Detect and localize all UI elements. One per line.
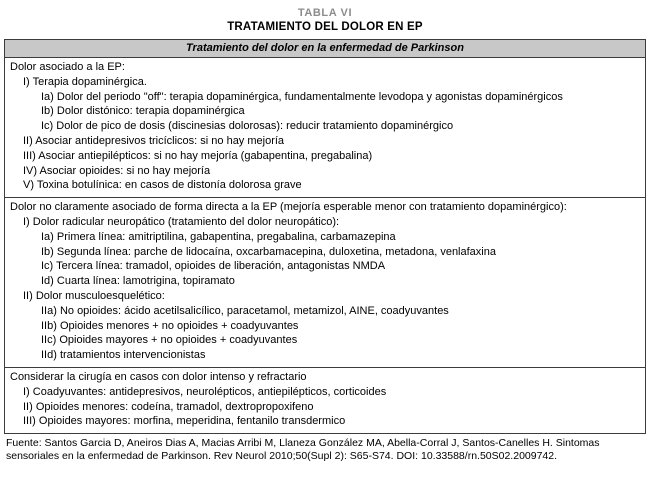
- table-line: Ib) Dolor distónico: terapia dopaminérgica: [41, 105, 245, 118]
- table-line: IIa) No opioides: ácido acetilsalicílico, paracetamol, metamizol, AINE, coadyuvantes: [41, 304, 449, 317]
- table-line: IId) tratamientos intervencionistas: [41, 349, 206, 362]
- table-line: V) Toxina botulínica: en casos de distonía dolorosa grave: [23, 179, 302, 192]
- table-line: II) Asociar antidepresivos tricíclicos: si no hay mejoría: [23, 134, 285, 147]
- table-line: III) Asociar antiepilépticos: si no hay mejoría (gabapentina, pregabalina): [23, 149, 373, 162]
- table-section: [5, 368, 645, 433]
- table-header: Tratamiento del dolor en la enfermedad de Parkinson: [5, 40, 645, 58]
- table-line: IIc) Opioides mayores + no opioides + coadyuvantes: [41, 334, 298, 347]
- table-line: Ib) Segunda línea: parche de lidocaína, oxcarbamacepina, duloxetina, metadona, venlafaxina: [41, 245, 496, 258]
- title-block: [4, 7, 646, 33]
- table-section: [5, 198, 645, 368]
- table-line: IIb) Opioides menores + no opioides + coadyuvantes: [41, 319, 299, 332]
- page-title: TRATAMIENTO DEL DOLOR EN EP: [227, 21, 423, 33]
- table-section: [5, 58, 645, 198]
- table-caption: TABLA VI: [297, 7, 353, 19]
- table-line: II) Opioides menores: codeína, tramadol, dextropropoxifeno: [23, 400, 314, 413]
- table-line: IV) Asociar opioides: si no hay mejoría: [23, 164, 211, 177]
- table-line: Dolor asociado a la EP:: [10, 61, 125, 73]
- source-note: Fuente: Santos Garcia D, Aneiros Dias A, Macias Arribi M, Llaneza González MA, Abella-Corral J, Santos-Canelles H. Sintomas sensoriales en la enfermedad de Parkinson. Rev Neurol 2010;50(Supl 2): S65-S74. DOI: 10.33588/rn.50S02.2009742.: [6, 437, 600, 462]
- table-sections: [5, 58, 645, 433]
- table-line: I) Dolor radicular neuropático (tratamiento del dolor neuropático):: [23, 215, 340, 228]
- table-line: Ia) Primera línea: amitriptilina, gabapentina, pregabalina, carbamazepina: [41, 230, 396, 243]
- table-line: Dolor no claramente asociado de forma directa a la EP (mejoría esperable menor con tratamiento dopaminérgico):: [10, 201, 567, 214]
- table-line: Ic) Dolor de pico de dosis (discinesias dolorosas): reducir tratamiento dopaminérgico: [41, 120, 454, 133]
- table-line: Considerar la cirugía en casos con dolor intenso y refractario: [10, 370, 307, 383]
- table-line: Id) Cuarta línea: lamotrigina, topiramato: [41, 275, 235, 288]
- table-line: Ia) Dolor del periodo "off": terapia dopaminérgica, fundamentalmente levodopa y agonistas dopaminérgicos: [41, 90, 563, 103]
- table-line: II) Dolor musculoesquelético:: [23, 289, 165, 302]
- table-line: I) Terapia dopaminérgica.: [23, 75, 147, 88]
- table-line: Ic) Tercera línea: tramadol, opioides de liberación, antagonistas NMDA: [41, 260, 386, 273]
- table-line: III) Opioides mayores: morfina, meperidina, fentanilo transdermico: [23, 415, 346, 428]
- table-line: I) Coadyuvantes: antidepresivos, neurolépticos, antiepilépticos, corticoides: [23, 385, 387, 398]
- pain-treatment-table: [4, 39, 646, 434]
